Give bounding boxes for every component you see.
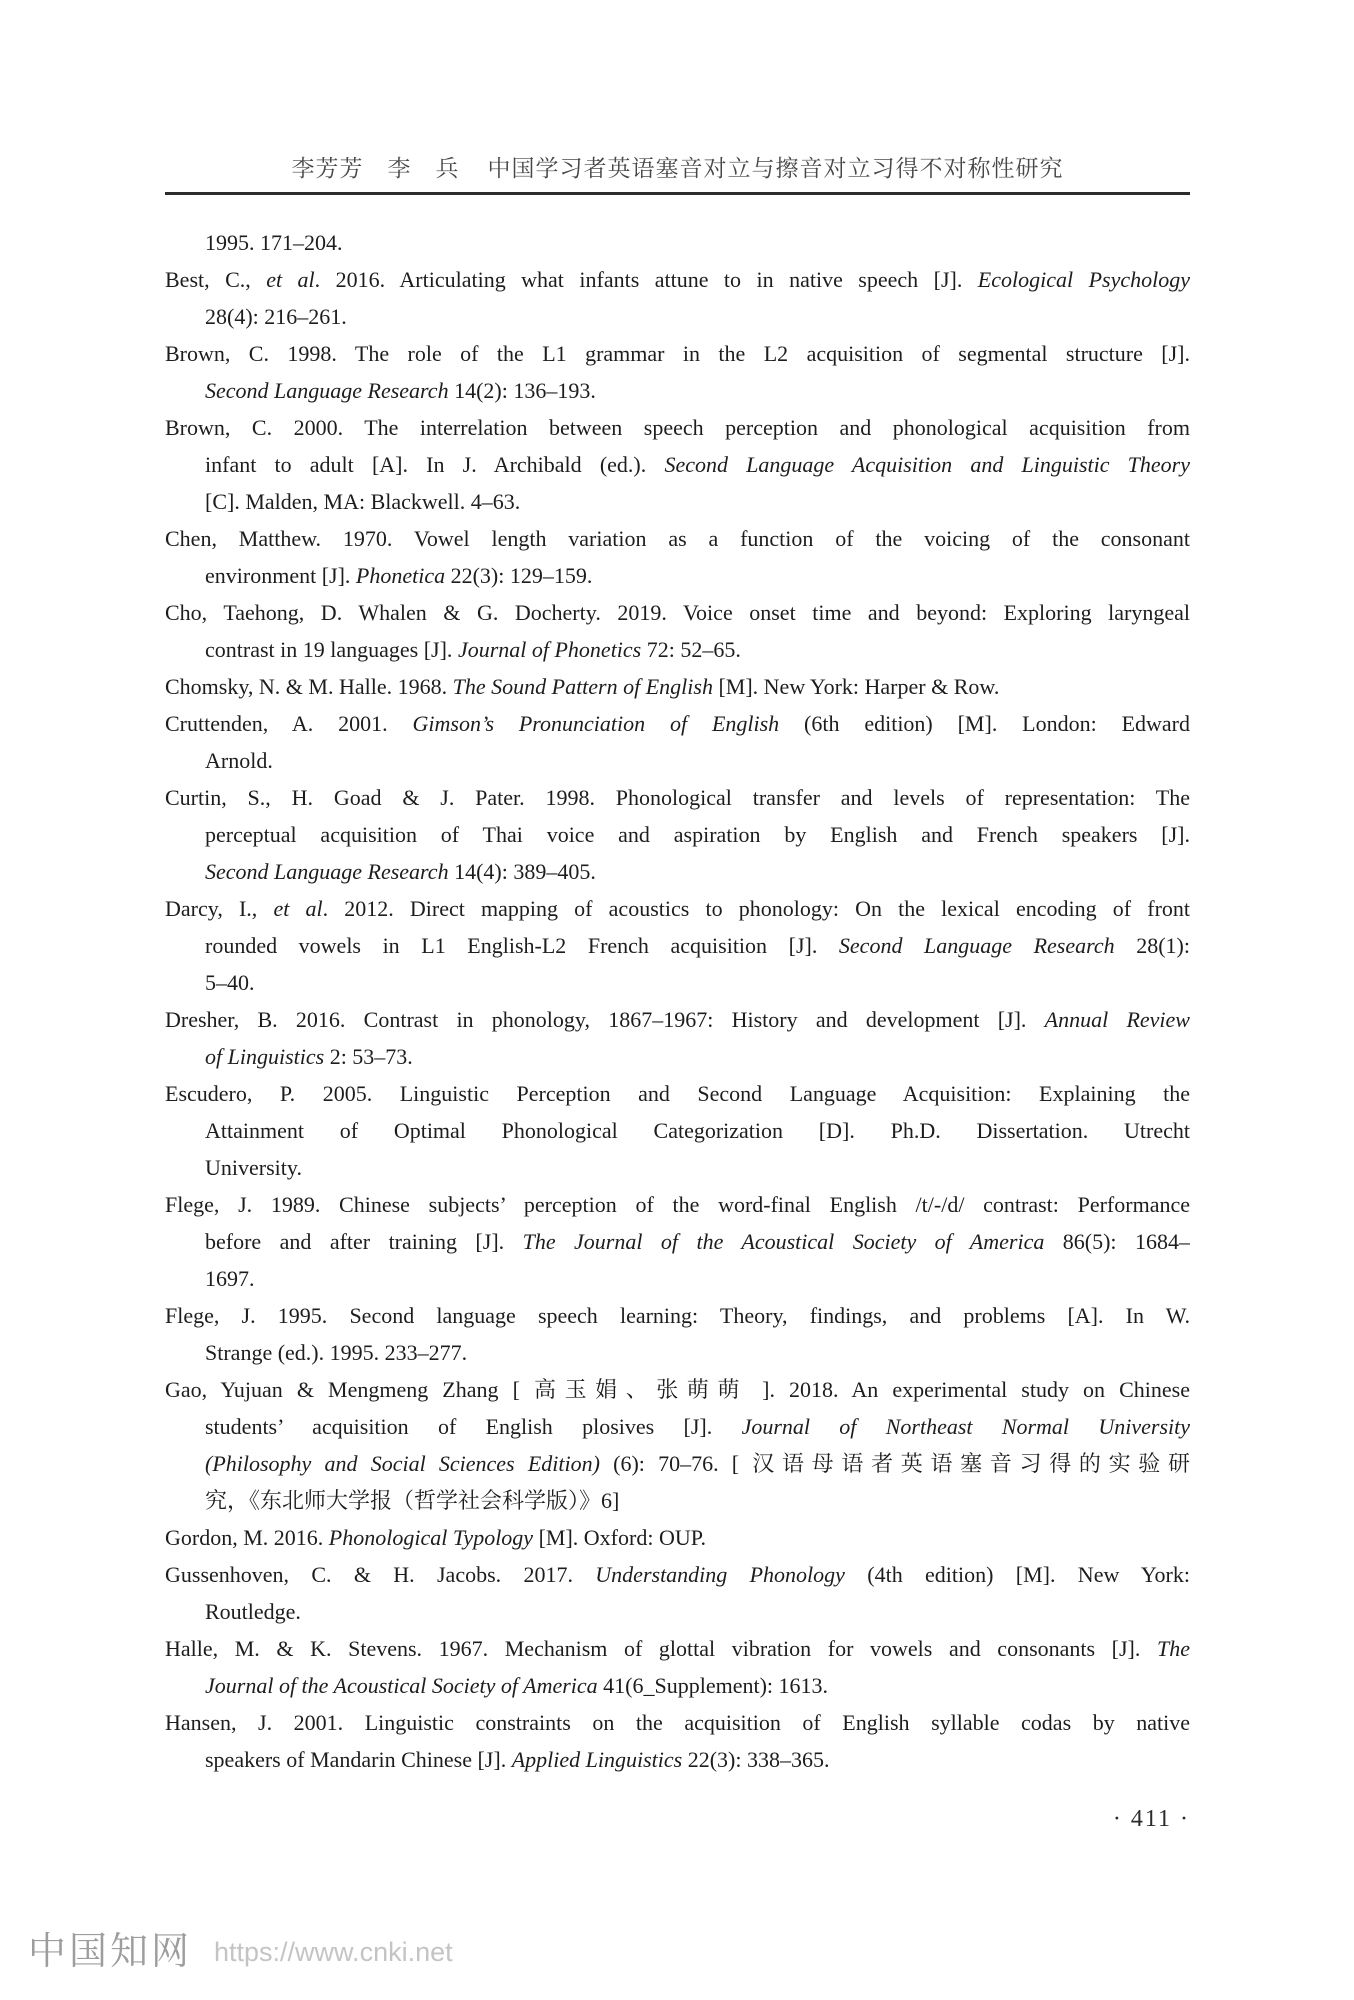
reference-text: (4th edition) [M]. New York: bbox=[844, 1562, 1190, 1587]
header-authors: 李芳芳 李 兵 bbox=[291, 156, 460, 181]
reference-text: infant to adult [A]. In J. Archibald (ed.). bbox=[205, 452, 665, 477]
reference-line bbox=[165, 1741, 1190, 1778]
reference-line bbox=[165, 483, 1190, 520]
reference-line bbox=[165, 1297, 1190, 1334]
reference-text: speakers of Mandarin Chinese [J]. bbox=[205, 1747, 512, 1772]
reference-text: 86(5): 1684– bbox=[1044, 1229, 1190, 1254]
reference-text: perceptual acquisition of Thai voice and aspiration by English and French speakers [J]. bbox=[205, 822, 1190, 847]
reference-text-italic: Second Language Research bbox=[205, 859, 449, 884]
reference-entry bbox=[165, 409, 1190, 520]
reference-line bbox=[165, 1667, 1190, 1704]
reference-line bbox=[165, 1482, 1190, 1519]
reference-entry bbox=[165, 779, 1190, 890]
reference-text: Hansen, J. 2001. Linguistic constraints on the acquisition of English syllable codas by native bbox=[165, 1710, 1190, 1735]
reference-entry bbox=[165, 1371, 1190, 1519]
reference-text: Flege, J. 1995. Second language speech learning: Theory, findings, and problems [A]. In W. bbox=[165, 1303, 1190, 1328]
reference-entry bbox=[165, 261, 1190, 335]
reference-text-italic: Annual Review bbox=[1044, 1007, 1190, 1032]
reference-text: 22(3): 338–365. bbox=[682, 1747, 830, 1772]
reference-text: environment [J]. bbox=[205, 563, 356, 588]
reference-entry bbox=[165, 1297, 1190, 1371]
reference-text: 5–40. bbox=[205, 970, 255, 995]
reference-line bbox=[165, 1223, 1190, 1260]
reference-entry bbox=[165, 668, 1190, 705]
reference-line bbox=[165, 779, 1190, 816]
reference-text: 1697. bbox=[205, 1266, 255, 1291]
reference-text: Curtin, S., H. Goad & J. Pater. 1998. Phonological transfer and levels of representation: The bbox=[165, 785, 1190, 810]
reference-text: 14(2): 136–193. bbox=[448, 378, 596, 403]
reference-entry bbox=[165, 1186, 1190, 1297]
reference-line bbox=[165, 372, 1190, 409]
references-list bbox=[165, 224, 1190, 1778]
reference-text: rounded vowels in L1 English-L2 French acquisition [J]. bbox=[205, 933, 839, 958]
page-number: · 411 · bbox=[1112, 1806, 1190, 1832]
reference-text-italic: The bbox=[1157, 1636, 1190, 1661]
reference-entry bbox=[165, 1630, 1190, 1704]
reference-entry bbox=[165, 1075, 1190, 1186]
reference-text-italic: Journal of Northeast Normal University bbox=[741, 1414, 1190, 1439]
reference-entry bbox=[165, 1001, 1190, 1075]
reference-text: 28(4): 216–261. bbox=[205, 304, 347, 329]
reference-entry bbox=[165, 1519, 1190, 1556]
reference-entry bbox=[165, 224, 1190, 261]
reference-line bbox=[165, 853, 1190, 890]
reference-text: University. bbox=[205, 1155, 302, 1180]
reference-text: Darcy, I., bbox=[165, 896, 274, 921]
reference-entry bbox=[165, 890, 1190, 1001]
reference-text: (6): 70–76. [ 汉语母语者英语塞音习得的实验研 bbox=[599, 1451, 1190, 1476]
reference-line bbox=[165, 668, 1190, 705]
reference-line bbox=[165, 1371, 1190, 1408]
reference-line bbox=[165, 705, 1190, 742]
cnki-logo: 中国知网 bbox=[28, 1931, 193, 1973]
header-rule bbox=[165, 192, 1190, 195]
reference-text: Arnold. bbox=[205, 748, 273, 773]
reference-text: before and after training [J]. bbox=[205, 1229, 523, 1254]
reference-line bbox=[165, 890, 1190, 927]
reference-line bbox=[165, 1704, 1190, 1741]
reference-line bbox=[165, 1519, 1190, 1556]
reference-line bbox=[165, 224, 1190, 261]
reference-text: Dresher, B. 2016. Contrast in phonology, 1867–1967: History and development [J]. bbox=[165, 1007, 1045, 1032]
reference-text: Cho, Taehong, D. Whalen & G. Docherty. 2019. Voice onset time and beyond: Exploring laryngeal bbox=[165, 600, 1190, 625]
reference-text: 1995. 171–204. bbox=[205, 230, 343, 255]
reference-text: 22(3): 129–159. bbox=[445, 563, 593, 588]
reference-text: students’ acquisition of English plosives [J]. bbox=[205, 1414, 742, 1439]
reference-text: Gussenhoven, C. & H. Jacobs. 2017. bbox=[165, 1562, 596, 1587]
reference-text-italic: Second Language Research bbox=[205, 378, 449, 403]
reference-text: Chen, Matthew. 1970. Vowel length variation as a function of the voicing of the consonant bbox=[165, 526, 1190, 551]
reference-line bbox=[165, 1001, 1190, 1038]
reference-text: Brown, C. 1998. The role of the L1 grammar in the L2 acquisition of segmental structure [J]. bbox=[165, 341, 1190, 366]
reference-line bbox=[165, 335, 1190, 372]
reference-entry bbox=[165, 705, 1190, 779]
reference-line bbox=[165, 1038, 1190, 1075]
cnki-url: https://www.cnki.net bbox=[214, 1937, 453, 1967]
reference-line bbox=[165, 298, 1190, 335]
reference-text-italic: Second Language Research bbox=[838, 933, 1115, 958]
reference-line bbox=[165, 631, 1190, 668]
reference-text: Flege, J. 1989. Chinese subjects’ perception of the word-final English /t/-/d/ contrast: Performance bbox=[165, 1192, 1190, 1217]
reference-text: (6th edition) [M]. London: Edward bbox=[779, 711, 1190, 736]
reference-text-italic: Applied Linguistics bbox=[511, 1747, 683, 1772]
reference-text: 28(1): bbox=[1114, 933, 1190, 958]
reference-text: Strange (ed.). 1995. 233–277. bbox=[205, 1340, 468, 1365]
reference-text-italic: Phonetica bbox=[355, 563, 446, 588]
reference-text-italic: The Sound Pattern of English bbox=[452, 674, 713, 699]
reference-text: Cruttenden, A. 2001. bbox=[165, 711, 413, 736]
header-article-title: 中国学习者英语塞音对立与擦音对立习得不对称性研究 bbox=[487, 156, 1064, 181]
reference-text-italic: Journal of Phonetics bbox=[457, 637, 642, 662]
reference-text-italic: Gimson’s Pronunciation of English bbox=[412, 711, 780, 736]
reference-text-italic: of Linguistics bbox=[205, 1044, 325, 1069]
reference-text: Brown, C. 2000. The interrelation between speech perception and phonological acquisition from bbox=[165, 415, 1190, 440]
reference-text: Escudero, P. 2005. Linguistic Perception and Second Language Acquisition: Explaining the bbox=[165, 1081, 1190, 1106]
reference-text: [M]. New York: Harper & Row. bbox=[712, 674, 1000, 699]
reference-text: 2: 53–73. bbox=[324, 1044, 413, 1069]
reference-line bbox=[165, 1186, 1190, 1223]
reference-text-italic: Ecological Psychology bbox=[977, 267, 1190, 292]
reference-entry bbox=[165, 520, 1190, 594]
reference-line bbox=[165, 261, 1190, 298]
reference-line bbox=[165, 557, 1190, 594]
reference-text: Routledge. bbox=[205, 1599, 301, 1624]
reference-line bbox=[165, 1445, 1190, 1482]
reference-text: . 2012. Direct mapping of acoustics to phonology: On the lexical encoding of front bbox=[322, 896, 1190, 921]
reference-line bbox=[165, 409, 1190, 446]
reference-text: 究，《东北师大学报（哲学社会科学版）》6] bbox=[205, 1488, 620, 1513]
reference-line bbox=[165, 1630, 1190, 1667]
reference-text: Gordon, M. 2016. bbox=[165, 1525, 329, 1550]
reference-line bbox=[165, 1149, 1190, 1186]
reference-entry bbox=[165, 594, 1190, 668]
reference-text: Chomsky, N. & M. Halle. 1968. bbox=[165, 674, 453, 699]
reference-line bbox=[165, 520, 1190, 557]
reference-line bbox=[165, 927, 1190, 964]
watermark bbox=[28, 1920, 453, 1975]
reference-text: 72: 52–65. bbox=[641, 637, 741, 662]
reference-text: Gao, Yujuan & Mengmeng Zhang [ 高玉娟、张萌萌 ]. 2018. An experimental study on Chinese bbox=[165, 1377, 1190, 1402]
reference-text: 14(4): 389–405. bbox=[448, 859, 596, 884]
reference-text: Best, C., bbox=[165, 267, 267, 292]
reference-text: [M]. Oxford: OUP. bbox=[533, 1525, 707, 1550]
reference-entry bbox=[165, 1704, 1190, 1778]
reference-line bbox=[165, 1593, 1190, 1630]
reference-line bbox=[165, 1408, 1190, 1445]
reference-line bbox=[165, 1112, 1190, 1149]
reference-text: . 2016. Articulating what infants attune to in native speech [J]. bbox=[314, 267, 978, 292]
reference-text: [C]. Malden, MA: Blackwell. 4–63. bbox=[205, 489, 521, 514]
reference-line bbox=[165, 964, 1190, 1001]
reference-text: contrast in 19 languages [J]. bbox=[205, 637, 458, 662]
reference-text-italic: (Philosophy and Social Sciences Edition) bbox=[205, 1451, 600, 1476]
reference-text-italic: et al bbox=[273, 896, 323, 921]
reference-text-italic: Understanding Phonology bbox=[595, 1562, 845, 1587]
reference-text-italic: The Journal of the Acoustical Society of America bbox=[522, 1229, 1045, 1254]
reference-text-italic: Phonological Typology bbox=[328, 1525, 534, 1550]
reference-line bbox=[165, 816, 1190, 853]
reference-text: 41(6_Supplement): 1613. bbox=[597, 1673, 829, 1698]
reference-line bbox=[165, 1075, 1190, 1112]
reference-text-italic: Second Language Acquisition and Linguistic Theory bbox=[664, 452, 1190, 477]
reference-text: Attainment of Optimal Phonological Categorization [D]. Ph.D. Dissertation. Utrecht bbox=[205, 1118, 1190, 1143]
reference-entry bbox=[165, 335, 1190, 409]
reference-line bbox=[165, 1334, 1190, 1371]
reference-line bbox=[165, 1556, 1190, 1593]
reference-line bbox=[165, 1260, 1190, 1297]
reference-line bbox=[165, 742, 1190, 779]
reference-text-italic: et al bbox=[266, 267, 315, 292]
reference-entry bbox=[165, 1556, 1190, 1630]
running-header bbox=[165, 150, 1190, 183]
reference-text-italic: Journal of the Acoustical Society of America bbox=[205, 1673, 598, 1698]
reference-text: Halle, M. & K. Stevens. 1967. Mechanism of glottal vibration for vowels and consonants [J]. bbox=[165, 1636, 1157, 1661]
reference-line bbox=[165, 446, 1190, 483]
reference-line bbox=[165, 594, 1190, 631]
